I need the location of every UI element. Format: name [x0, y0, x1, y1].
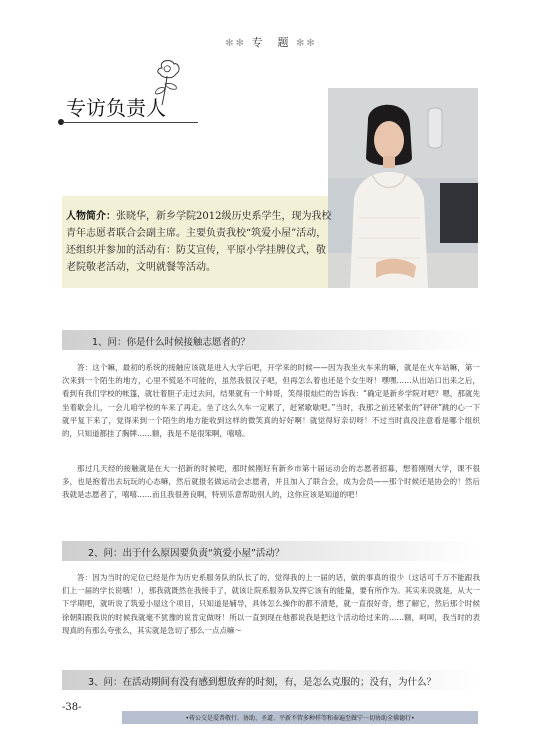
- question-3-text: 3、问：在活动期间有没有感到想放弃的时刻，有，是怎么克服的；没有，为什么？: [88, 677, 437, 688]
- question-1-text: 1、问：你是什么时候接触志愿者的？: [92, 337, 251, 348]
- header-title: 专 题: [251, 36, 291, 49]
- answer-2-paragraph: 答：因为当时的定位已经是作为历史系服务队的队长了的，觉得我的上一届的话，做的事真的很少（这话可千万不能跟我们上一届的学长说哦！），那我就既然在我接手了，就该让院系服务队发挥它该有的能量，要有所作为。其实来说就是，从大一下学期吧，就听说了筑爱小屋这个项目，只知道是辅导，具体怎么操作的都不清楚，就一直很好奇，想了解它，然后那个时候徐朝阳跟我说的时候我就毫不犹豫的说肯定做呀！所以一直到现在他都说我是把这个活动给过来的……额，呵呵，我当时的表现真的有那么夸张么，其实就是急切了那么一点点嘛～: [62, 573, 480, 635]
- profile-intro: [66, 208, 334, 276]
- page-title: 专访负责人: [66, 96, 166, 120]
- profile-description: 张晓华，新乡学院2012级历史系学生，现为我校青年志愿者联合会副主席。主要负责我校“筑爱小屋”活动，还组织并参加的活动有：防艾宣传，平原小学挂牌仪式，敬老院敬老活动，文明就餐等活动。: [66, 211, 332, 273]
- header-ornament-left: ✻✻: [225, 38, 246, 49]
- section-header: [0, 34, 542, 50]
- footer-slogan: •传公交是爱普敬行、协助、圣道、平新不管多种样等和奉遍至做宁一切协助全佛德行•: [185, 715, 415, 722]
- answer-1-paragraph-1: 答：这个嘛，最初的系统的接触应该就是进入大学后吧，开学来的时候——因为我坐火车来的嘛，就是在火车站嘛，第一次来到一个陌生的地方，心里不慌是不可能的，虽然我很汉子吧，但再怎么着也还是个女生呀！嘿嘿……从出站口出来之后，看到有我们学校的帐篷，就壮着胆子走过去问，结果就有一个帅哥，笑得很灿烂的告诉我：“确定是新乡学院对吧？嗯，那就先坐着歇会儿，一会儿咱学校的车来了再走。坐了这么久车一定累了，赶紧歇歇吧。”当时，我那之前还紧张的“砰砰”跳的心一下就平复下来了，觉得来到一个陌生的地方能收到这样的微笑真的好好啊！就觉得好亲切呀！不过当时真没注意看是哪个组织的，只知道都挂了胸牌……额，我是不是很笨啊，嘻嘻。: [62, 363, 480, 439]
- portrait-photo: [328, 88, 478, 288]
- title-underline: [62, 122, 198, 123]
- question-2-text: 2、问：出于什么原因要负责“筑爱小屋”活动？: [88, 548, 285, 559]
- answer-1-paragraph-2: 那过几天经的接触就是在大一招新的时候吧，那时候刚好有新乡市第十届运动会的志愿者招募，想着刚刚大学，课不很多，也是抱着出去玩玩的心态嘛，然后就报名做运动会志愿者，并且加入了联合会，成为会员——那个时候还是协会的！然后我就是志愿者了，嘻嘻……而且我很善良啊，特别乐意帮助别人的，这你应该是知道的吧！: [62, 464, 480, 500]
- header-ornament-right: ✻✻: [296, 38, 317, 49]
- page-number: -38-: [62, 702, 82, 713]
- profile-label: 人物简介：: [66, 211, 116, 222]
